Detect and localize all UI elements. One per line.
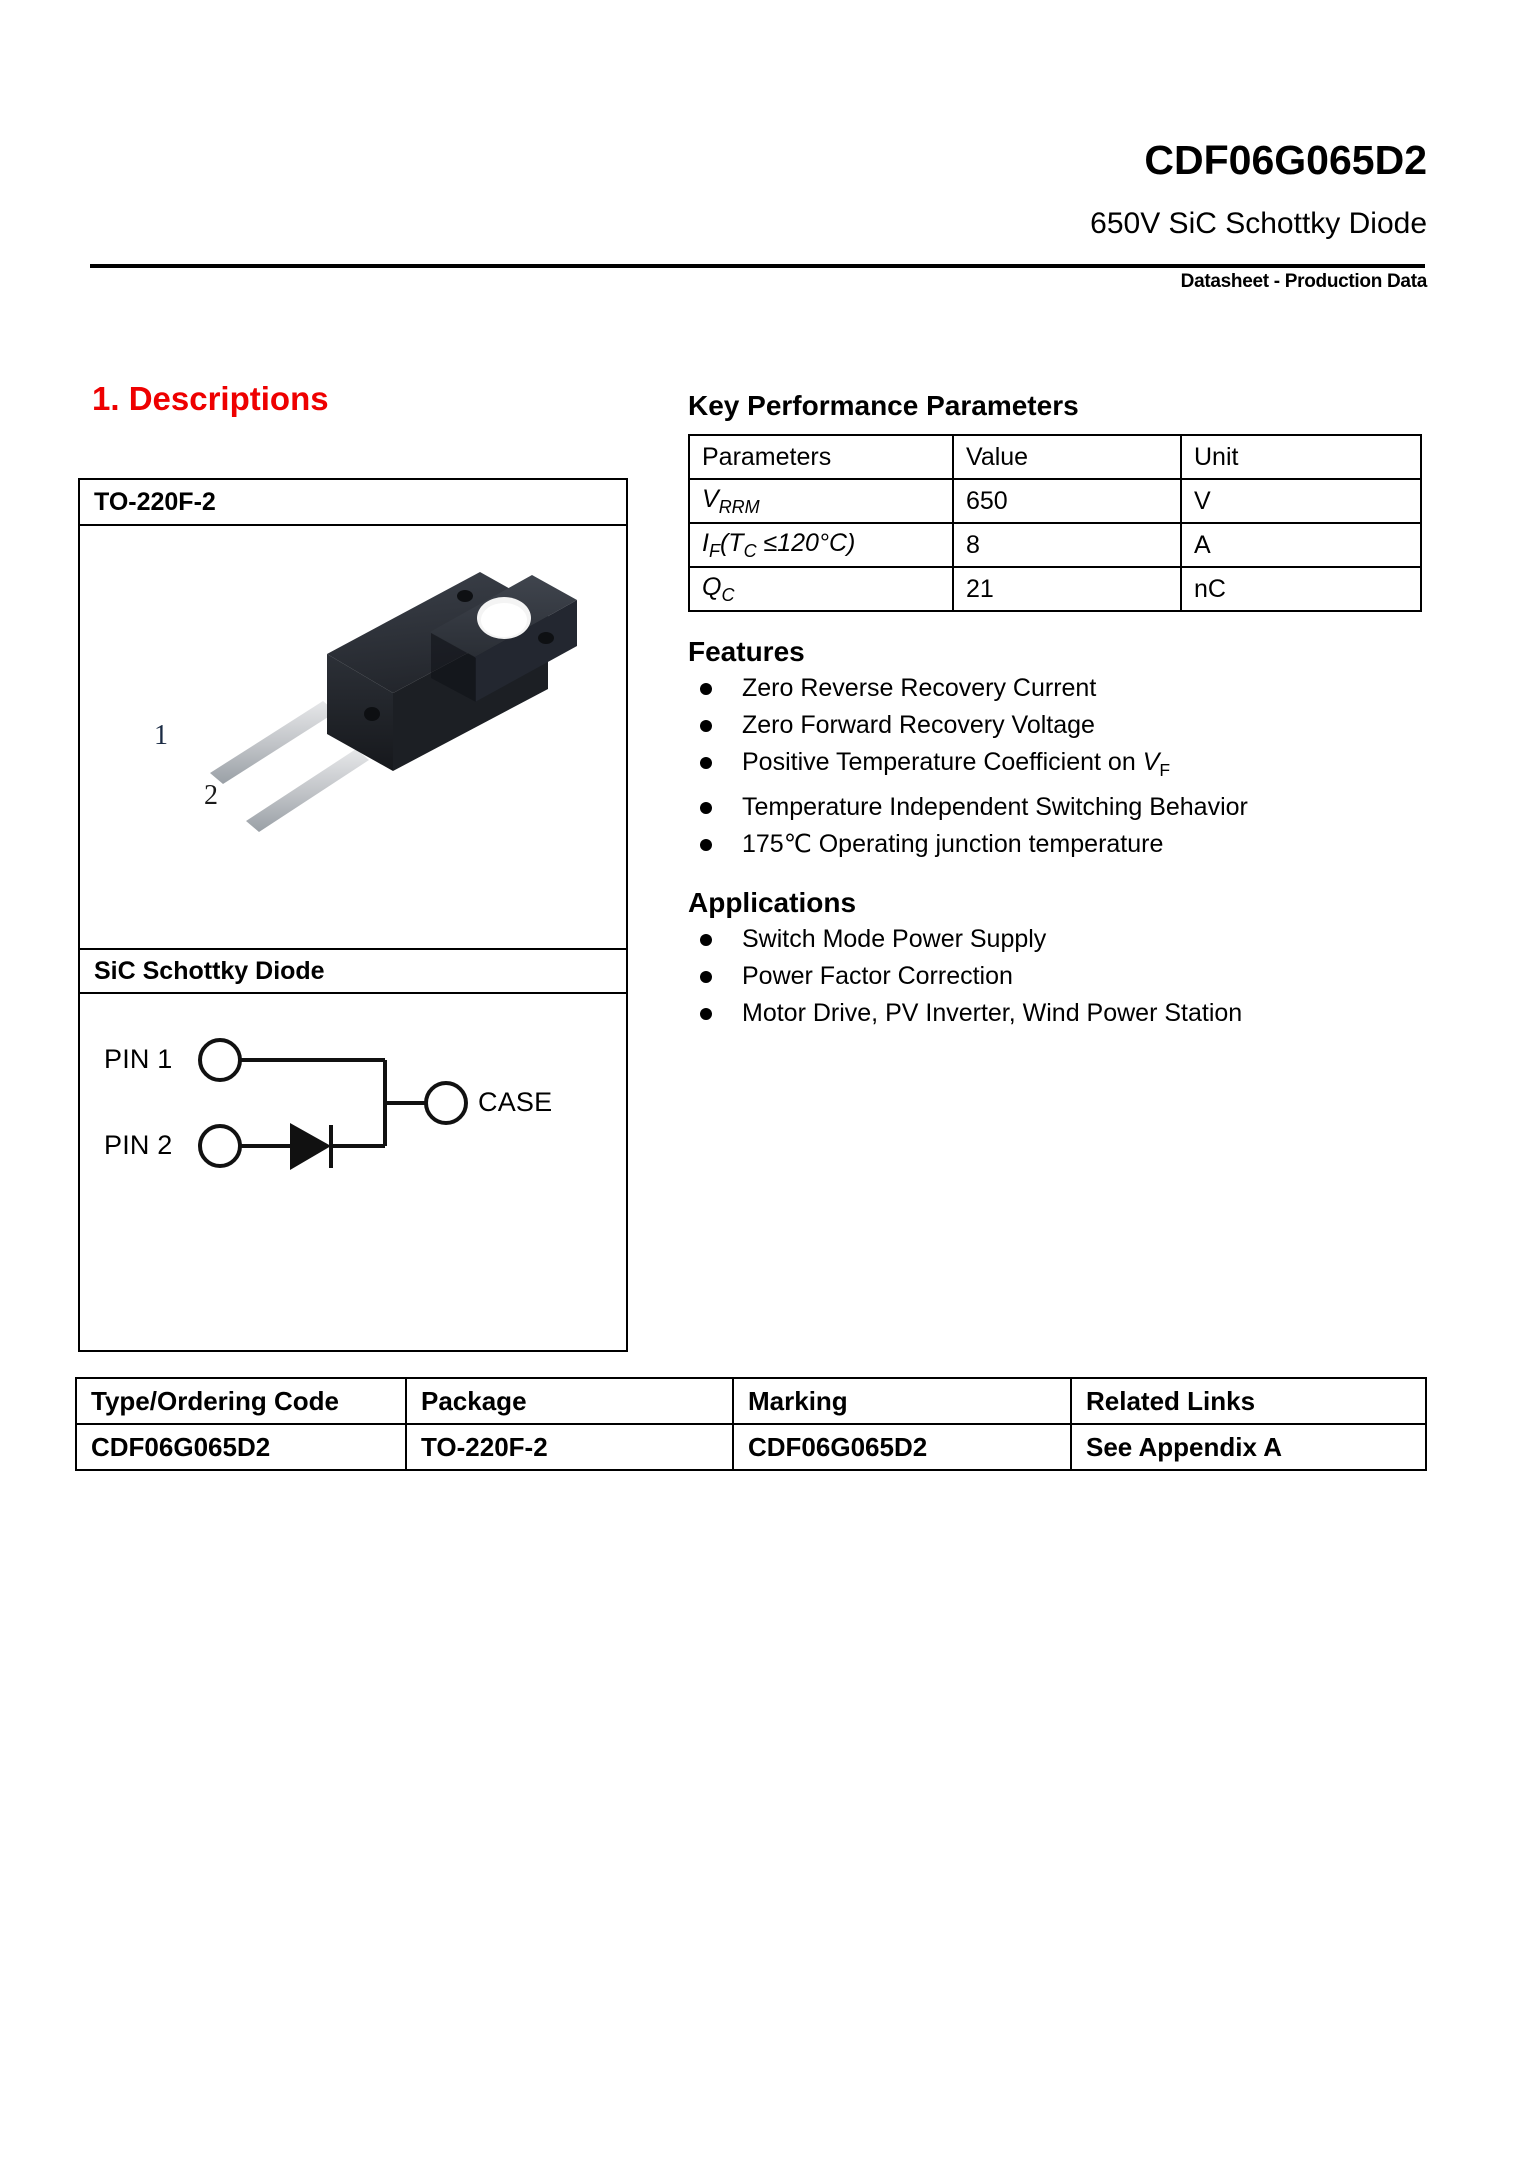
key-performance-table <box>688 434 1422 612</box>
table-header-row <box>689 435 1421 479</box>
bullet-icon <box>700 971 712 983</box>
schematic-pin1-label: PIN 1 <box>104 1044 173 1074</box>
package-pin2-number: 2 <box>204 780 218 811</box>
list-item: Temperature Independent Switching Behavior <box>688 789 1426 826</box>
list-item: Switch Mode Power Supply <box>688 921 1426 958</box>
table-header-row <box>76 1378 1426 1424</box>
schematic-pin2-label: PIN 2 <box>104 1130 173 1160</box>
package-band-label: TO-220F-2 <box>94 487 216 516</box>
kpp-col-unit: Unit <box>1181 435 1421 479</box>
symbol-band-label: SiC Schottky Diode <box>94 956 325 985</box>
kpp-param-vrrm: $V_{RRM}$ <box>689 479 953 523</box>
features-list <box>688 670 1426 863</box>
bullet-icon <box>700 720 712 732</box>
applications-list <box>688 921 1426 1032</box>
features-block <box>688 638 1426 863</box>
kpp-value-vrrm: 650 <box>953 479 1181 523</box>
right-column <box>688 392 1426 1032</box>
ord-col-related-links: Related Links <box>1071 1378 1426 1424</box>
page-title: CDF06G065D2 <box>1144 137 1427 183</box>
diode-symbol <box>290 1123 331 1170</box>
ord-col-type-ordering-code: Type/Ordering Code <box>76 1378 406 1424</box>
table-row <box>689 567 1421 611</box>
page-header <box>0 0 1521 300</box>
list-item: Zero Forward Recovery Voltage <box>688 707 1426 744</box>
ord-cell-type-ordering-code: CDF06G065D2 <box>76 1424 406 1470</box>
schematic-case-label: CASE <box>478 1087 553 1117</box>
bullet-icon <box>700 802 712 814</box>
page-subtitle: 650V SiC Schottky Diode <box>1090 207 1427 240</box>
ord-cell-related-links[interactable]: See Appendix A <box>1071 1424 1426 1470</box>
package-band-label-row <box>80 480 626 526</box>
kpp-param-if: $I_F(T_C \le 120^\circ C)$ <box>689 523 953 567</box>
symbol-band-label-row <box>80 948 626 994</box>
kpp-unit-vrrm: V <box>1181 479 1421 523</box>
section-heading-descriptions: 1. Descriptions <box>92 380 329 417</box>
list-item: Motor Drive, PV Inverter, Wind Power Station <box>688 995 1426 1032</box>
bullet-icon <box>700 683 712 695</box>
features-heading: Features <box>688 636 805 667</box>
key-performance-heading: Key Performance Parameters <box>688 390 1079 421</box>
package-photo-figure <box>80 526 626 948</box>
table-row <box>689 523 1421 567</box>
package-body <box>327 572 577 771</box>
bullet-icon <box>700 839 712 851</box>
kpp-unit-qc: nC <box>1181 567 1421 611</box>
ord-col-marking: Marking <box>733 1378 1071 1424</box>
package-pin1-number: 1 <box>154 720 168 751</box>
bullet-icon <box>700 757 712 769</box>
list-item: Positive Temperature Coefficient on $V_F$ <box>688 744 1426 789</box>
schematic-symbol-figure <box>80 994 626 1350</box>
header-kicker: Datasheet - Production Data <box>1180 271 1427 292</box>
bullet-icon <box>700 1008 712 1020</box>
table-row <box>689 479 1421 523</box>
list-item: 175℃ Operating junction temperature <box>688 826 1426 863</box>
kpp-col-parameters: Parameters <box>689 435 953 479</box>
list-item: Zero Reverse Recovery Current <box>688 670 1426 707</box>
table-row <box>76 1424 1426 1470</box>
applications-block <box>688 889 1426 1032</box>
ordering-information-table <box>75 1377 1427 1471</box>
header-divider <box>90 264 1425 268</box>
kpp-unit-if: A <box>1181 523 1421 567</box>
kpp-value-if: 8 <box>953 523 1181 567</box>
ord-cell-marking: CDF06G065D2 <box>733 1424 1071 1470</box>
kpp-param-qc: $Q_C$ <box>689 567 953 611</box>
applications-heading: Applications <box>688 887 857 918</box>
description-box <box>78 478 628 1352</box>
list-item: Power Factor Correction <box>688 958 1426 995</box>
bullet-icon <box>700 934 712 946</box>
kpp-value-qc: 21 <box>953 567 1181 611</box>
kpp-col-value: Value <box>953 435 1181 479</box>
ord-cell-package: TO-220F-2 <box>406 1424 733 1470</box>
ord-col-package: Package <box>406 1378 733 1424</box>
